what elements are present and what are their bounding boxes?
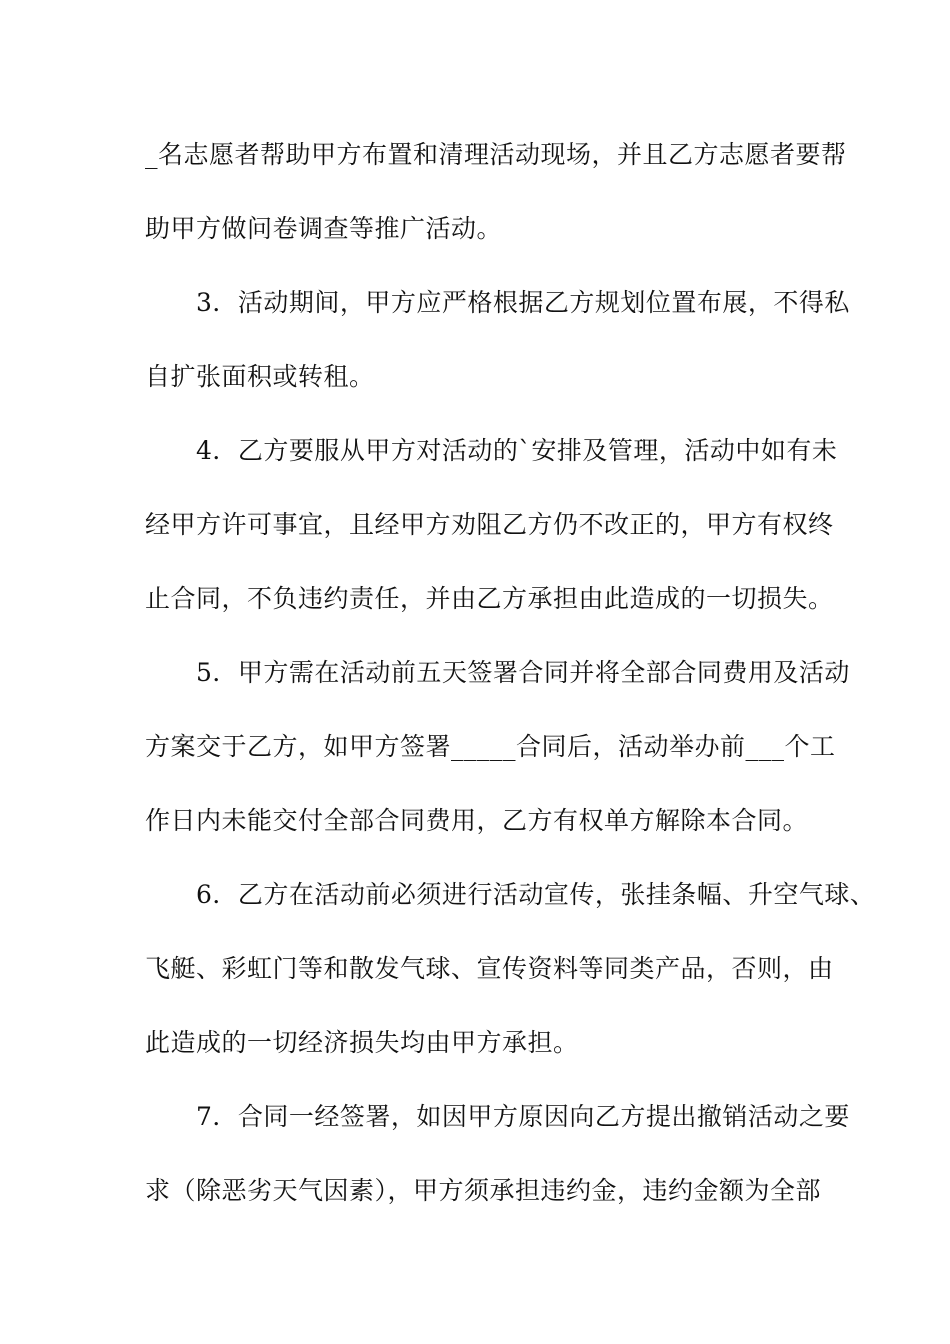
text-line: 此造成的一切经济损失均由甲方承担。 (145, 1028, 579, 1057)
text-line: 自扩张面积或转租。 (145, 362, 375, 391)
text-line: 6．乙方在活动前必须进行活动宣传，张挂条幅、升空气球、 (145, 880, 876, 909)
text-line: 3．活动期间，甲方应严格根据乙方规划位置布展，不得私 (145, 288, 850, 317)
text-line: 5．甲方需在活动前五天签署合同并将全部合同费用及活动 (145, 658, 850, 687)
text-line: _名志愿者帮助甲方布置和清理活动现场，并且乙方志愿者要帮 (145, 140, 847, 169)
text-line: 作日内未能交付全部合同费用，乙方有权单方解除本合同。 (145, 806, 809, 835)
text-line: 7．合同一经签署，如因甲方原因向乙方提出撤销活动之要 (145, 1102, 850, 1131)
text-line: 经甲方许可事宜，且经甲方劝阻乙方仍不改正的，甲方有权终 (145, 510, 834, 539)
text-line: 4．乙方要服从甲方对活动的`安排及管理，活动中如有未 (145, 436, 838, 465)
text-line: 求（除恶劣天气因素），甲方须承担违约金，违约金额为全部 (145, 1176, 822, 1205)
text-line: 助甲方做问卷调查等推广活动。 (145, 214, 503, 243)
text-line: 飞艇、彩虹门等和散发气球、宣传资料等同类产品，否则，由 (145, 954, 834, 983)
text-line: 方案交于乙方，如甲方签署_____合同后，活动举办前___个工 (145, 732, 836, 761)
text-line: 止合同，不负违约责任，并由乙方承担由此造成的一切损失。 (145, 584, 834, 613)
